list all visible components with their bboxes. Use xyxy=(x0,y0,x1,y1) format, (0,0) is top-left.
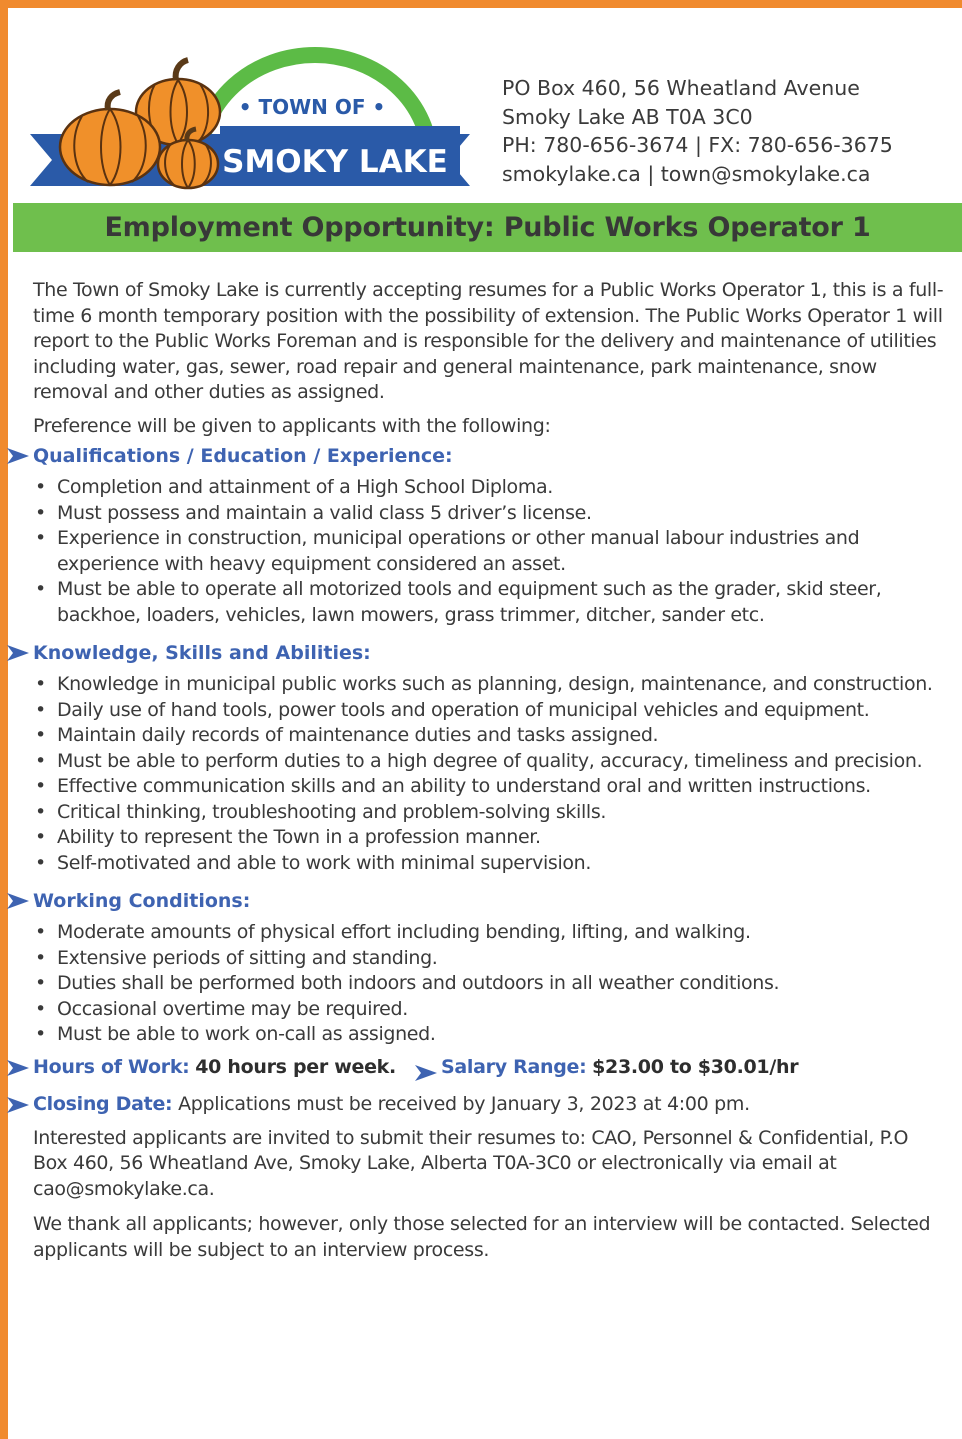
list-item: • Maintain daily records of maintenance duties and tasks assigned. xyxy=(33,723,948,749)
closing-date-row xyxy=(33,1089,948,1120)
logo-banner-text: SMOKY LAKE xyxy=(222,144,448,180)
arrow-bullet-icon xyxy=(7,1060,29,1076)
salary-label: Salary Range: xyxy=(441,1055,587,1078)
closing-value: Applications must be received by January 3, 2023 at 4:00 pm. xyxy=(178,1092,750,1115)
arrow-bullet-icon xyxy=(7,448,29,464)
contact-address: PO Box 460, 56 Wheatland Avenue xyxy=(502,76,860,100)
arrow-bullet-icon xyxy=(7,1097,29,1113)
section-heading-working-conditions xyxy=(33,886,948,916)
section-heading-skills xyxy=(33,638,948,668)
section-heading-label: Qualifications / Education / Experience: xyxy=(33,445,453,467)
section-heading-label: Knowledge, Skills and Abilities: xyxy=(33,642,371,664)
list-item: • Effective communication skills and an ability to understand oral and written instructions. xyxy=(33,774,948,800)
town-logo xyxy=(30,42,470,197)
salary-group xyxy=(441,1052,798,1083)
list-item: • Self-motivated and able to work with minimal supervision. xyxy=(33,851,948,877)
hours-label: Hours of Work: xyxy=(33,1055,190,1078)
contact-block xyxy=(502,74,952,188)
list-item: • Ability to represent the Town in a profession manner. xyxy=(33,825,948,851)
logo-top-text: • TOWN OF • xyxy=(238,95,386,119)
qualifications-list xyxy=(33,475,948,628)
arrow-bullet-icon xyxy=(7,893,29,909)
hours-salary-row xyxy=(33,1052,948,1083)
hours-value: 40 hours per week. xyxy=(195,1055,396,1078)
closing-label: Closing Date: xyxy=(33,1092,173,1115)
contact-web-email[interactable]: smokylake.ca | town@smokylake.ca xyxy=(502,161,871,186)
working-conditions-list xyxy=(33,920,948,1048)
section-heading-label: Working Conditions: xyxy=(33,890,251,912)
pumpkin-icon xyxy=(60,60,220,188)
job-posting-body xyxy=(33,278,948,1271)
list-item: • Completion and attainment of a High School Diploma. xyxy=(33,475,948,501)
list-item: • Knowledge in municipal public works such as planning, design, maintenance, and construction. xyxy=(33,672,948,698)
list-item: • Must be able to work on-call as assigned. xyxy=(33,1022,948,1048)
list-item: • Daily use of hand tools, power tools and operation of municipal vehicles and equipment. xyxy=(33,698,948,724)
thanks-paragraph: We thank all applicants; however, only those selected for an interview will be contacted. Selected applicants will be subject to an interview process. xyxy=(33,1213,931,1261)
arrow-bullet-icon xyxy=(7,645,29,661)
salary-value: $23.00 to $30.01/hr xyxy=(592,1055,799,1078)
list-item: • Duties shall be performed both indoors and outdoors in all weather conditions. xyxy=(33,971,948,997)
arrow-bullet-icon xyxy=(415,1060,437,1076)
list-item: • Occasional overtime may be required. xyxy=(33,997,948,1023)
list-item: • Experience in construction, municipal operations or other manual labour industries and experience with heavy equipment considered an asset. xyxy=(33,526,948,577)
contact-phone-fax: PH: 780-656-3674 | FX: 780-656-3675 xyxy=(502,133,893,157)
list-item: • Must be able to operate all motorized tools and equipment such as the grader, skid steer, backhoe, loaders, vehicles, lawn mowers, grass trimmer, ditcher, sander etc. xyxy=(33,577,948,628)
list-item: • Critical thinking, troubleshooting and problem-solving skills. xyxy=(33,800,948,826)
section-heading-qualifications xyxy=(33,441,948,471)
page-title: Employment Opportunity: Public Works Operator 1 xyxy=(104,212,871,243)
list-item: • Moderate amounts of physical effort including bending, lifting, and walking. xyxy=(33,920,948,946)
list-item: • Must be able to perform duties to a high degree of quality, accuracy, timeliness and precision. xyxy=(33,749,948,775)
contact-city: Smoky Lake AB T0A 3C0 xyxy=(502,104,753,129)
intro-paragraph: The Town of Smoky Lake is currently accepting resumes for a Public Works Operator 1, this is a full-time 6 month temporary position with the possibility of extension. The Public Works Operator 1 will report to the Public Works Foreman and is responsible for the delivery and maintenance of utilities including water, gas, sewer, road repair and general maintenance, park maintenance, snow removal and other duties as assigned. xyxy=(33,279,944,403)
list-item: • Extensive periods of sitting and standing. xyxy=(33,946,948,972)
submit-paragraph: Interested applicants are invited to submit their resumes to: CAO, Personnel & Confidential, P.O Box 460, 56 Wheatland Ave, Smoky Lake, Alberta T0A-3C0 or electronically via email at cao@smokylake.ca. xyxy=(33,1126,909,1200)
preference-paragraph: Preference will be given to applicants with the following: xyxy=(33,414,551,437)
skills-list xyxy=(33,672,948,876)
list-item: • Must possess and maintain a valid class 5 driver’s license. xyxy=(33,501,948,527)
title-bar xyxy=(13,203,962,252)
